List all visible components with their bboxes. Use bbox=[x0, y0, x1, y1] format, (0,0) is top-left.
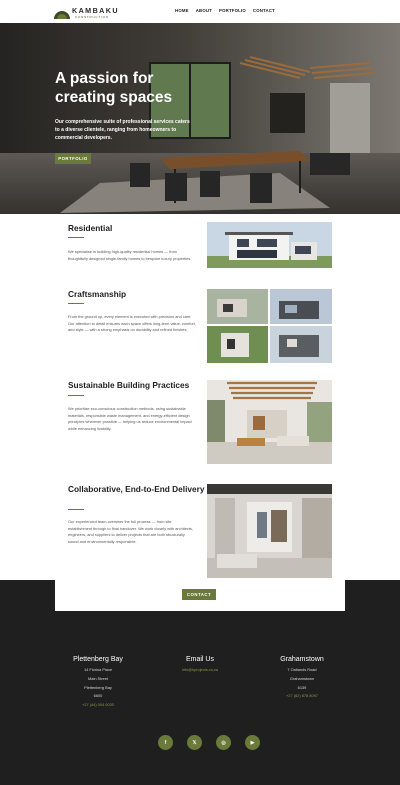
hero-description: Our comprehensive suite of professional services caters to a diverse clientele, ranging from homeowners to commercial developers. bbox=[55, 119, 190, 141]
phone-link[interactable]: +27 (44) 004 0030 bbox=[82, 702, 114, 708]
youtube-icon[interactable]: ▶ bbox=[245, 735, 260, 750]
nav-home[interactable]: HOME bbox=[175, 8, 189, 13]
logo[interactable] bbox=[53, 4, 117, 20]
footer-plettenberg bbox=[43, 655, 153, 710]
hero-section bbox=[0, 23, 400, 214]
residential-image bbox=[207, 222, 332, 268]
sustainable-image bbox=[207, 380, 332, 464]
address-line: 6600 bbox=[93, 693, 103, 699]
hero-title: A passion for creating spaces bbox=[55, 70, 173, 106]
section-text: From the ground up, every element is executed with precision and care. Our attention to detail ensures each space offers long-term value, comfort, and style — with a strong emphasis on durability and refined finishes. bbox=[68, 314, 196, 333]
instagram-icon[interactable]: ◎ bbox=[216, 735, 231, 750]
logo-icon bbox=[53, 4, 71, 20]
footer-title: Email Us bbox=[185, 656, 214, 663]
craftsmanship-gallery bbox=[207, 289, 332, 363]
address-line: Plettenberg Bay bbox=[84, 684, 112, 690]
section-divider bbox=[68, 303, 84, 304]
section-divider bbox=[68, 395, 84, 396]
section-title: Residential bbox=[68, 223, 113, 233]
address-line: 7 Oatlands Road bbox=[287, 667, 317, 672]
contact-button[interactable]: CONTACT bbox=[182, 589, 216, 600]
site-header bbox=[0, 0, 400, 23]
section-residential bbox=[0, 214, 400, 284]
address-line: Main Street bbox=[88, 675, 108, 681]
nav-about[interactable]: ABOUT bbox=[195, 8, 213, 13]
section-title: Sustainable Building Practices bbox=[68, 380, 190, 390]
portfolio-button[interactable]: PORTFOLIO bbox=[55, 153, 91, 164]
social-links bbox=[158, 735, 260, 750]
section-craftsmanship bbox=[0, 284, 400, 374]
section-divider bbox=[68, 509, 84, 510]
section-text: Our experienced team oversees the full process — from site establishment through to final handover. We work closely with architects, engineers, and suppliers to deliver projects that are both structurally sound and environmentally responsible. bbox=[68, 519, 193, 545]
address-line: 14 Florina Place bbox=[83, 667, 113, 672]
collaborative-image bbox=[207, 484, 332, 578]
address-line: 6139 bbox=[297, 684, 307, 690]
section-collaborative bbox=[0, 474, 400, 580]
main-nav bbox=[175, 8, 275, 13]
email-link[interactable]: info@kprojects.co.za bbox=[181, 667, 219, 672]
nav-contact[interactable]: CONTACT bbox=[252, 8, 275, 13]
facebook-icon[interactable]: f bbox=[158, 735, 173, 750]
footer-title: Grahamstown bbox=[280, 656, 324, 663]
footer-email bbox=[145, 655, 255, 675]
section-text: We specialise in building high-quality residential homes — from thoughtfully designed single-family homes to bespoke luxury properties. bbox=[68, 249, 192, 261]
footer-grahamstown bbox=[247, 655, 357, 701]
phone-link[interactable]: +27 (82) 878 8097 bbox=[286, 693, 318, 699]
x-icon[interactable]: 𝕏 bbox=[187, 735, 202, 750]
section-title: Collaborative, End-to-End Delivery bbox=[68, 484, 205, 494]
section-divider bbox=[68, 237, 84, 238]
footer-title: Plettenberg Bay bbox=[73, 656, 123, 663]
brand-name: KAMBAKU bbox=[72, 6, 119, 15]
section-text: We prioritise eco-conscious construction methods, using sustainable materials, responsible waste management, and energy-efficient design principles wherever possible — helping us reduce environmental impact while enhancing livability. bbox=[68, 406, 192, 432]
nav-portfolio[interactable]: PORTFOLIO bbox=[219, 8, 246, 13]
brand-tagline: CONSTRUCTION bbox=[75, 15, 109, 19]
section-sustainable bbox=[0, 374, 400, 474]
section-title: Craftsmanship bbox=[68, 289, 127, 299]
address-line: Grahamstown bbox=[289, 675, 315, 681]
